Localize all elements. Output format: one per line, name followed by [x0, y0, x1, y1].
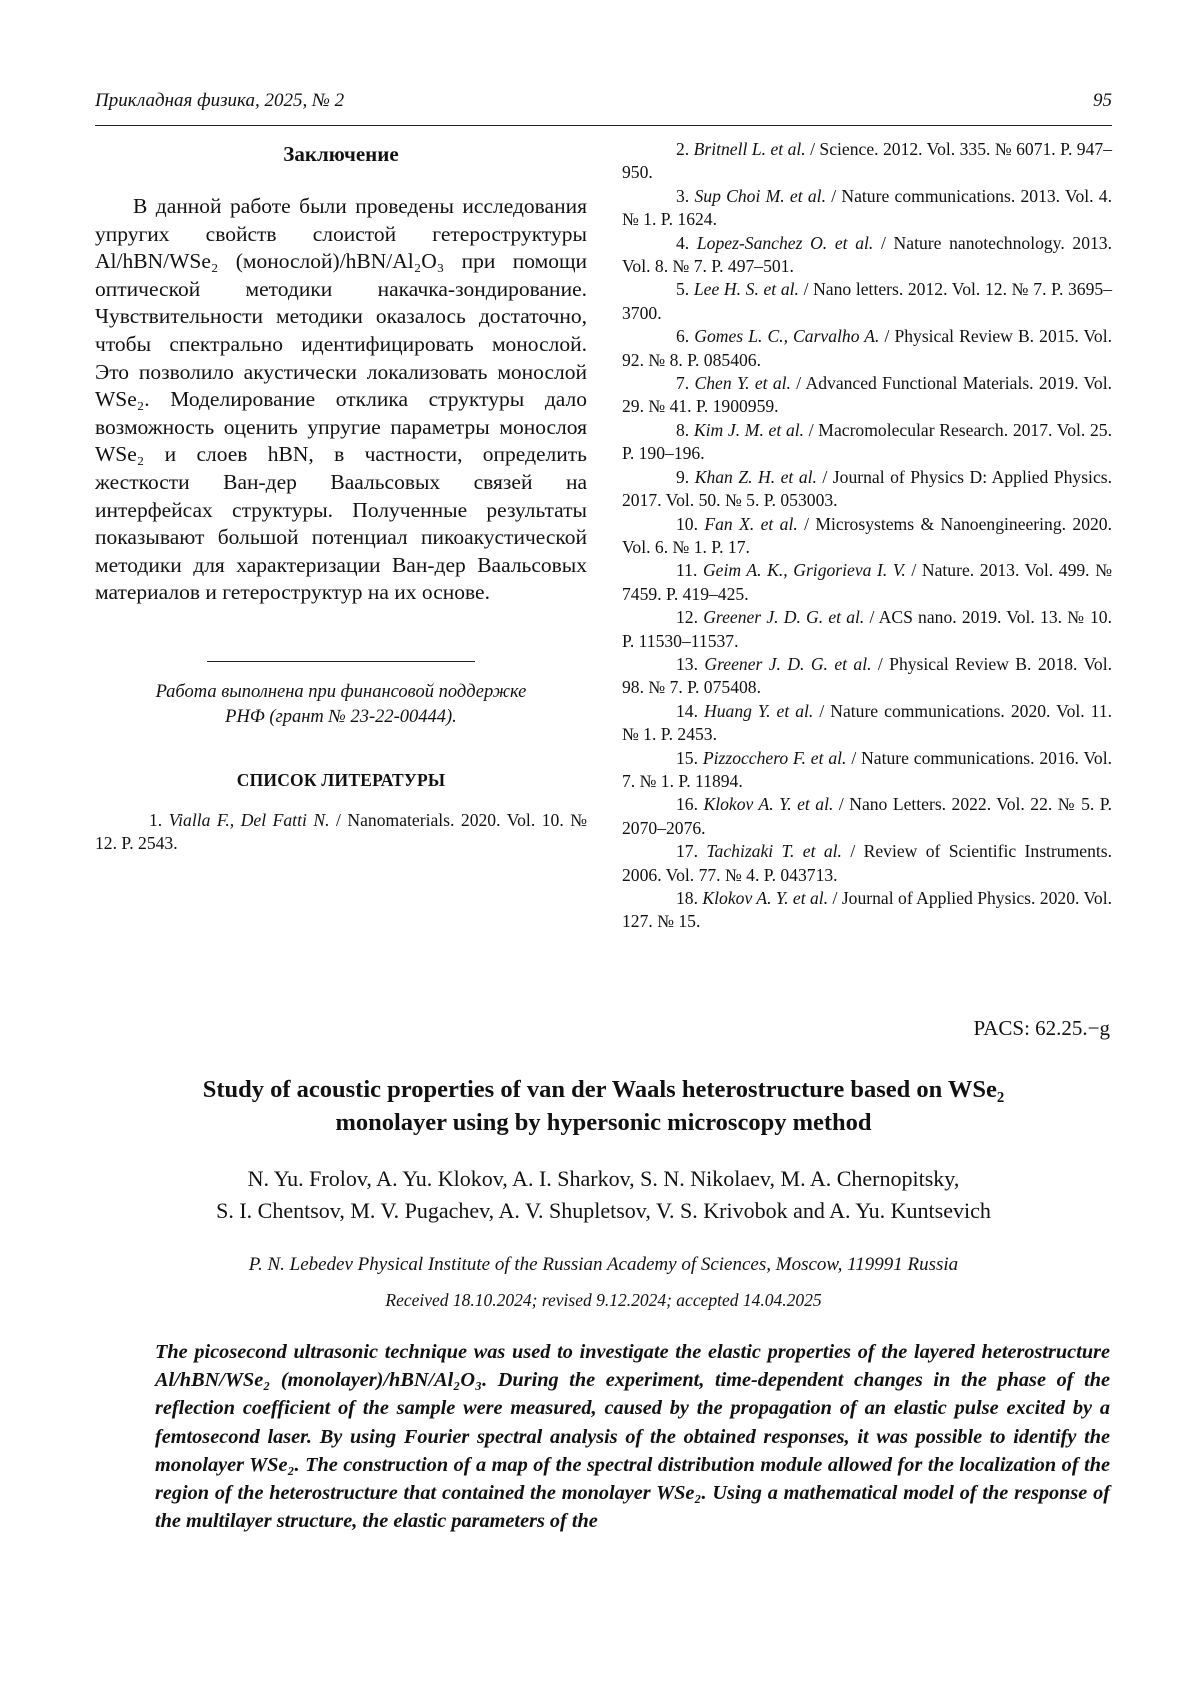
- reference-number: 17.: [676, 841, 707, 862]
- english-title: [95, 1073, 1112, 1139]
- reference-number: 18.: [676, 888, 703, 908]
- authors-line: N. Yu. Frolov, A. Yu. Klokov, A. I. Sharkov, S. N. Nikolaev, M. A. Chernopitsky,: [247, 1166, 960, 1191]
- reference-item: [622, 466, 1112, 513]
- affiliation: P. N. Lebedev Physical Institute of the Russian Academy of Sciences, Moscow, 119991 Russia: [248, 1254, 959, 1275]
- reference-source: / Journal of Physics D: Applied Physics. 2017. Vol. 50. № 5. P. 053003.: [622, 466, 1112, 511]
- reference-authors: Geim A. K., Grigorieva I. V.: [702, 560, 906, 581]
- reference-number: 3.: [676, 185, 695, 206]
- reference-authors: Huang Y. et al.: [704, 700, 814, 721]
- reference-number: 14.: [676, 700, 705, 721]
- reference-item: [622, 232, 1112, 279]
- reference-item: [622, 325, 1112, 372]
- reference-source: / Nanomaterials. 2020. Vol. 10. № 12. P. 2543.: [95, 809, 588, 854]
- reference-item: [622, 793, 1112, 840]
- reference-item: [622, 419, 1112, 466]
- reference-source: / Nature communications. 2020. Vol. 11. № 1. P. 2453.: [622, 700, 1113, 745]
- reference-item: [622, 372, 1112, 419]
- reference-item: [622, 606, 1112, 653]
- funding-line: Работа выполнена при финансовой поддержке: [155, 681, 527, 702]
- reference-authors: Fan X. et al.: [704, 513, 798, 534]
- conclusion-title: Заключение: [283, 142, 399, 166]
- reference-number: 6.: [676, 326, 695, 347]
- funding-line: РНФ (грант № 23-22-00444).: [225, 706, 457, 727]
- reference-authors: Chen Y. et al.: [694, 373, 791, 394]
- reference-authors: Vialla F., Del Fatti N.: [168, 809, 330, 830]
- reference-authors: Lopez-Sanchez O. et al.: [696, 232, 874, 253]
- reference-number: 1.: [149, 809, 169, 830]
- reference-item: [622, 840, 1112, 887]
- funding-note: [95, 680, 587, 730]
- reference-source: / Review of Scientific Instruments. 2006. Vol. 77. № 4. P. 043713.: [622, 841, 1113, 885]
- reference-source: / Physical Review B. 2018. Vol. 98. № 7. P. 075408.: [622, 653, 1112, 698]
- reference-number: 13.: [676, 653, 705, 674]
- reference-number: 4.: [676, 232, 697, 253]
- reference-number: 5.: [676, 279, 694, 300]
- reference-authors: Pizzocchero F. et al.: [702, 747, 847, 768]
- reference-number: 10.: [676, 513, 705, 534]
- english-authors: [95, 1163, 1112, 1227]
- reference-item: [622, 887, 1112, 934]
- reference-authors: Khan Z. H. et al.: [694, 466, 817, 487]
- reference-item: [622, 185, 1112, 232]
- reference-authors: Britnell L. et al.: [693, 139, 806, 159]
- reference-authors: Klokov A. Y. et al.: [702, 888, 829, 908]
- reference-authors: Greener J. D. G. et al.: [704, 653, 872, 674]
- abstract-text: The picosecond ultrasonic technique was used to investigate the elastic properties of the layered heterostructure Al/hBN/WSe₂ (monolayer)/hBN/Al₂O₃. During the experiment, time-dependent changes in the phase of the reflection coefficient of the sample were measured, caused by the propagation of an elastic pulse excited by a femtosecond laser. By using Fourier spectral analysis of the obtained responses, it was possible to identify the monolayer WSe₂. The construction of a map of the spectral distribution module allowed for the localization of the region of the heterostructure that contained the monolayer WSe₂. Using a mathematical model of the response of the multilayer structure, the elastic parameters of the: [155, 1341, 1110, 1533]
- reference-number: 15.: [676, 747, 703, 768]
- reference-authors: Greener J. D. G. et al.: [703, 607, 865, 628]
- reference-number: 8.: [676, 419, 694, 440]
- reference-item: [622, 278, 1112, 325]
- reference-number: 9.: [676, 466, 695, 487]
- reference-source: / ACS nano. 2019. Vol. 13. № 10. P. 11530–11537.: [622, 607, 1112, 651]
- reference-number: 7.: [676, 373, 695, 394]
- left-column: [95, 138, 587, 856]
- reference-number: 16.: [676, 794, 704, 815]
- right-column: [622, 138, 1112, 934]
- reference-authors: Lee H. S. et al.: [693, 279, 799, 300]
- reference-number: 12.: [676, 607, 704, 628]
- pacs-code: PACS: 62.25.−g: [973, 1016, 1110, 1040]
- reference-source: / Microsystems & Nanoengineering. 2020. Vol. 6. № 1. P. 17.: [622, 513, 1112, 557]
- reference-item: [622, 513, 1112, 560]
- reference-authors: Kim J. M. et al.: [693, 419, 805, 440]
- reference-source: / Nano letters. 2012. Vol. 12. № 7. P. 3695–3700.: [622, 279, 1112, 323]
- reference-source: / Nature communications. 2013. Vol. 4. № 1. P. 1624.: [622, 185, 1113, 230]
- reference-item: [622, 559, 1112, 606]
- reference-source: / Science. 2012. Vol. 335. № 6071. P. 947–950.: [622, 139, 1112, 183]
- reference-authors: Tachizaki T. et al.: [706, 841, 842, 862]
- english-title-line: Study of acoustic properties of van der Waals heterostructure based on WSe₂: [202, 1076, 1005, 1103]
- reference-source: / Nano Letters. 2022. Vol. 22. № 5. P. 2070–2076.: [622, 794, 1112, 838]
- reference-authors: Klokov A. Y. et al.: [703, 794, 834, 815]
- reference-source: / Nature nanotechnology. 2013. Vol. 8. № 7. P. 497–501.: [622, 232, 1112, 277]
- reference-authors: Sup Choi M. et al.: [694, 185, 826, 206]
- reference-item: [622, 653, 1112, 700]
- journal-header: Прикладная физика, 2025, № 2: [95, 90, 345, 111]
- reference-source: / Journal of Applied Physics. 2020. Vol. 127. № 15.: [622, 888, 1113, 932]
- reference-number: 11.: [676, 560, 703, 581]
- reference-source: / Macromolecular Research. 2017. Vol. 25. P. 190–196.: [622, 419, 1112, 464]
- english-title-line: monolayer using by hypersonic microscopy method: [335, 1109, 872, 1136]
- reference-number: 2.: [676, 139, 694, 159]
- references-list-right: [622, 138, 1112, 934]
- reference-source: / Physical Review B. 2015. Vol. 92. № 8. P. 085406.: [622, 326, 1112, 370]
- reference-item: [622, 747, 1112, 794]
- received-dates: Received 18.10.2024; revised 9.12.2024; accepted 14.04.2025: [385, 1290, 822, 1310]
- reference-source: / Nature. 2013. Vol. 499. № 7459. P. 419–425.: [622, 560, 1112, 604]
- page-number: 95: [1093, 90, 1112, 111]
- reference-item: [622, 700, 1112, 747]
- funding-divider: [207, 661, 475, 662]
- reference-item: [95, 809, 587, 856]
- references-list-left: [95, 809, 587, 856]
- reference-source: / Nature communications. 2016. Vol. 7. № 1. P. 11894.: [622, 747, 1112, 791]
- references-title: СПИСОК ЛИТЕРАТУРЫ: [236, 769, 446, 790]
- reference-source: / Advanced Functional Materials. 2019. Vol. 29. № 41. P. 1900959.: [622, 373, 1112, 417]
- reference-authors: Gomes L. C., Carvalho A.: [694, 326, 880, 347]
- authors-line: S. I. Chentsov, M. V. Pugachev, A. V. Shupletsov, V. S. Krivobok and A. Yu. Kuntsevich: [216, 1198, 991, 1223]
- reference-item: [622, 138, 1112, 185]
- conclusion-text: В данной работе были проведены исследования упругих свойств слоистой гетероструктуры Al/hBN/WSe₂ (монослой)/hBN/Al₂O₃ при помощи оптической методики накачка-зондирование. Чувствительности методики оказалось достаточно, чтобы спектрально идентифицировать монослой. Это позволило акустически локализовать монослой WSe₂. Моделирование отклика структуры дало возможность оценить упругие параметры монослоя WSe₂ и слоев hBN, в частности, определить жесткости Ван-дер Ваальсовых связей на интерфейсах структуры. Полученные результаты показывают большой потенциал пикоакустической методики для характеризации Ван-дер Ваальсовых материалов и гетероструктур на их основе.: [95, 194, 587, 605]
- header-divider: [95, 125, 1112, 126]
